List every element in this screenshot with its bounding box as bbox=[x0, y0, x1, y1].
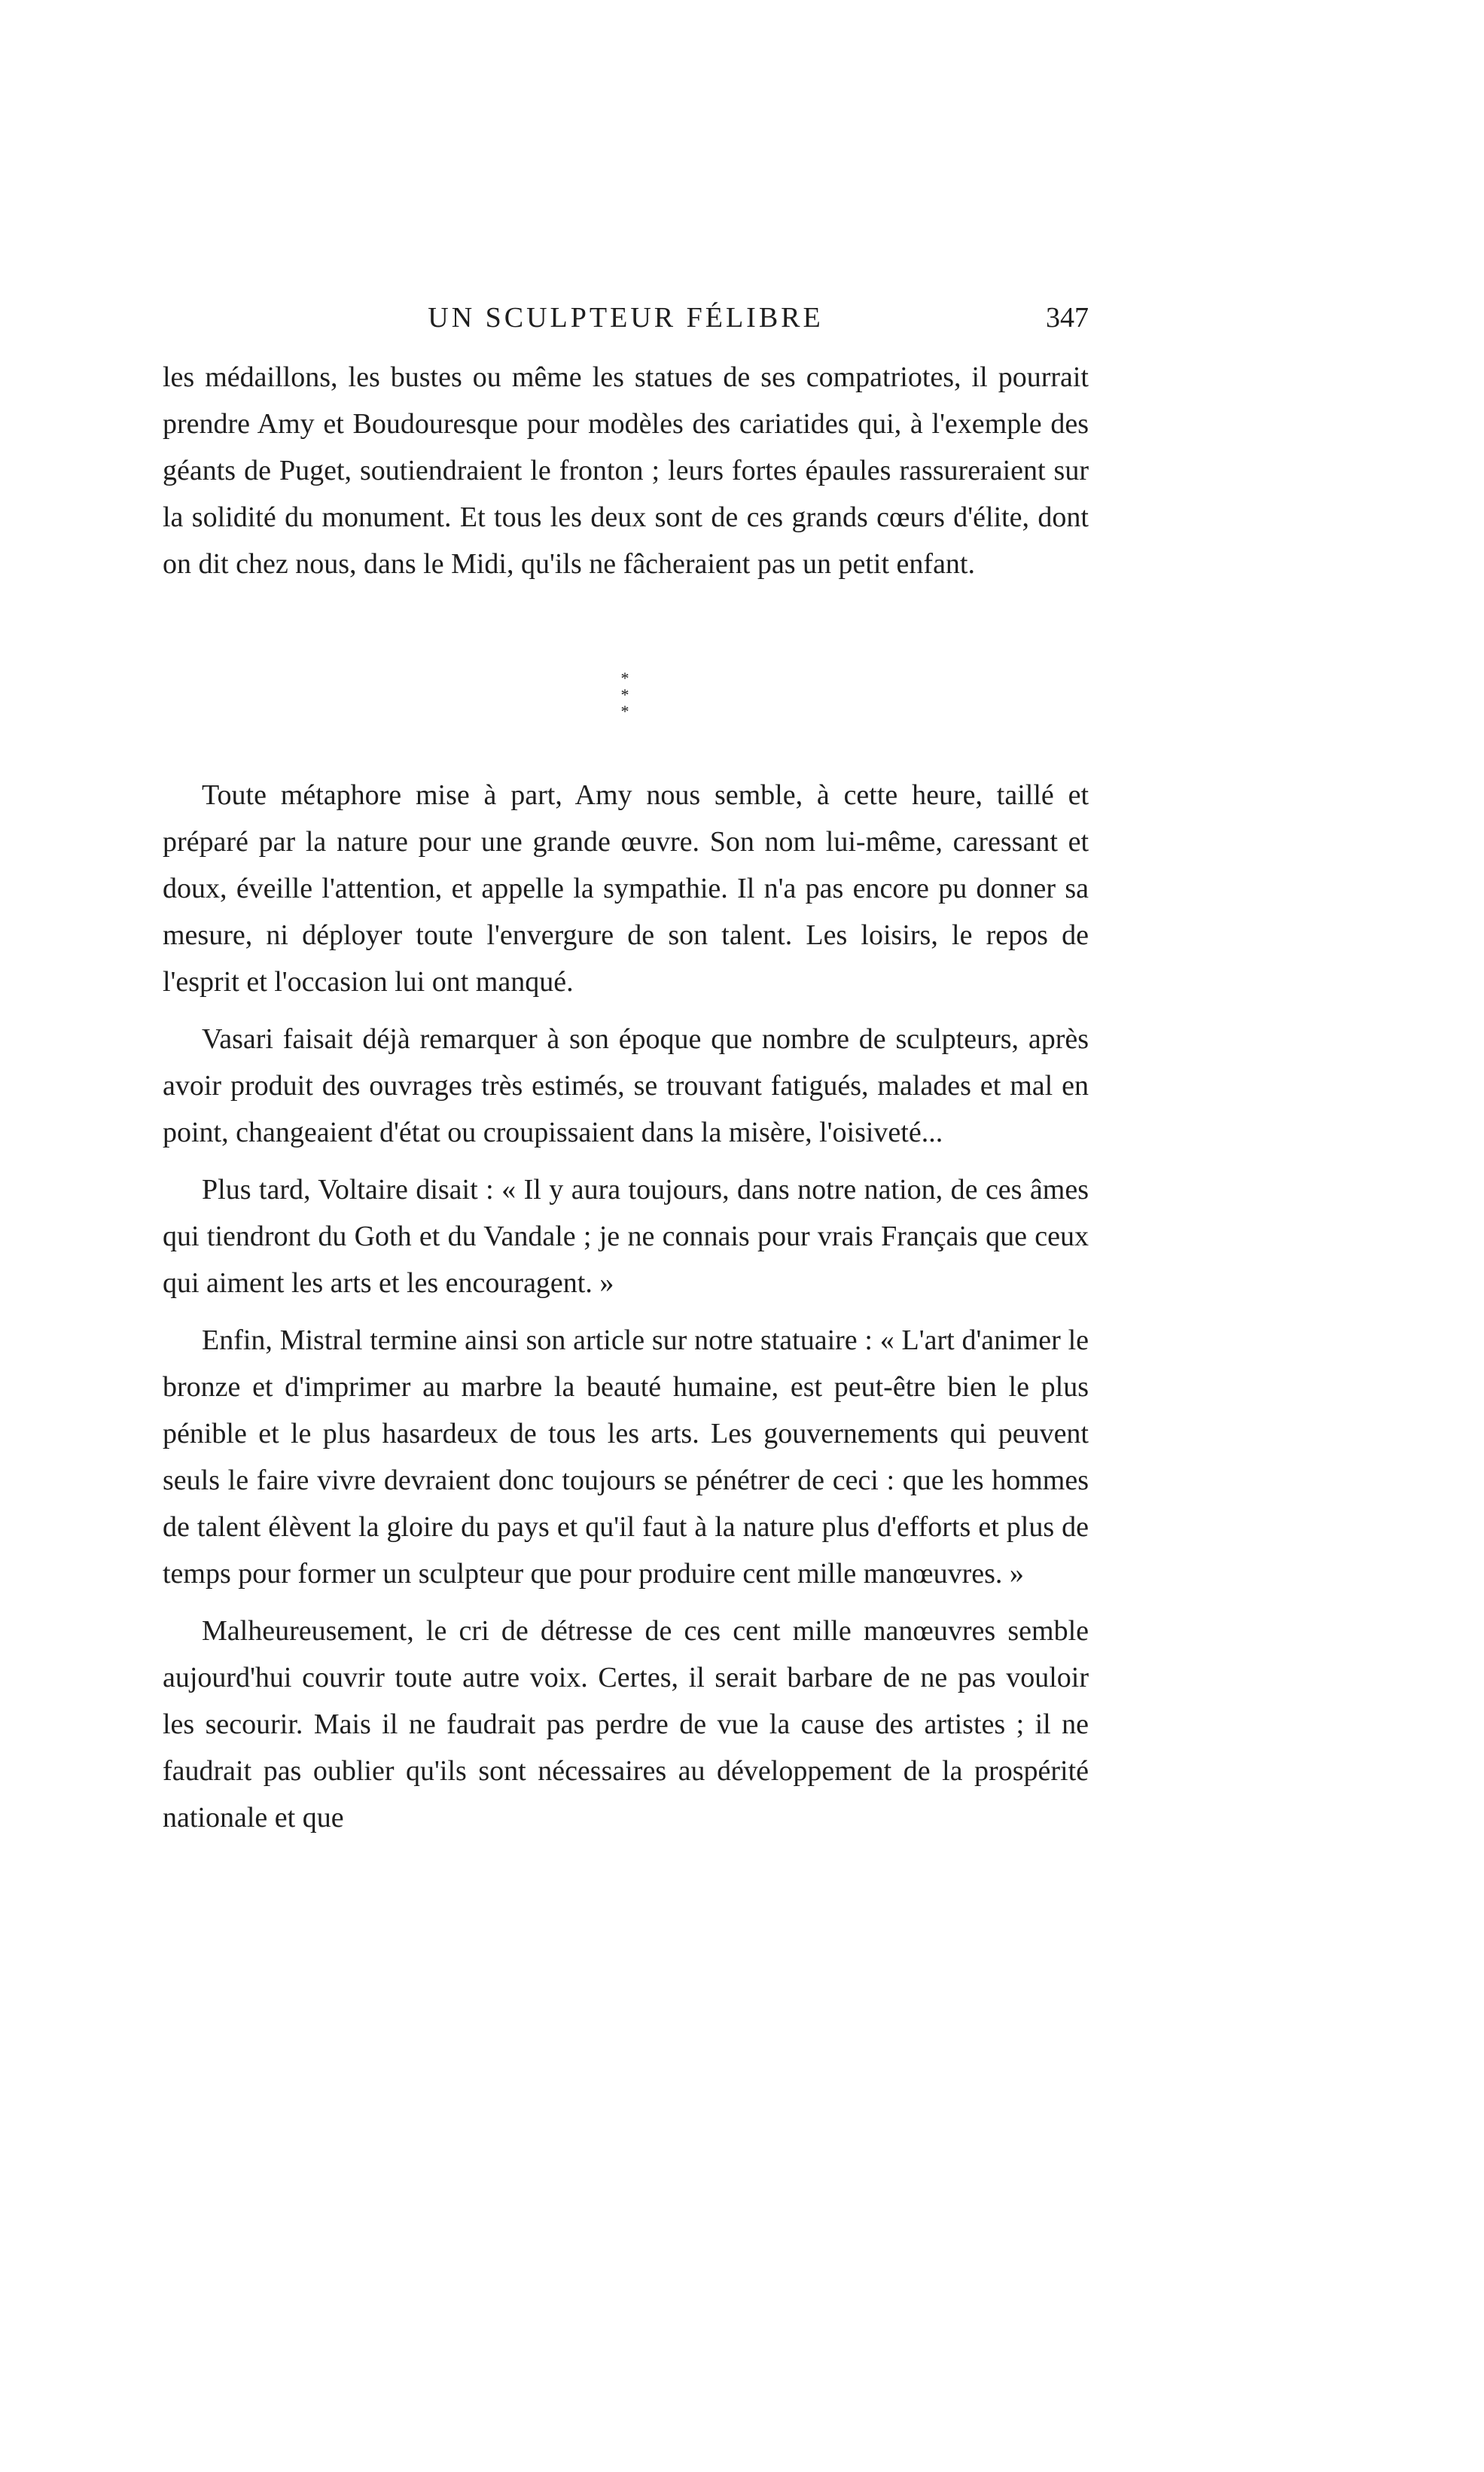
asterism-bottom: * * bbox=[620, 685, 660, 721]
asterism-separator bbox=[557, 670, 693, 723]
paragraph: Enfin, Mistral termine ainsi son article sur notre statuaire : « L'art d'animer le bronze et d'imprimer au marbre la beauté humaine, est peut-être bien le plus pénible et le plus hasardeux de tous les arts. Les gouvernements qui peuvent seuls le faire vivre devraient donc toujours se pénétrer de ceci : que les hommes de talent élèvent la gloire du pays et qu'il faut à la nature plus d'efforts et plus de temps pour former un sculpteur que pour produire cent mille manœuvres. » bbox=[163, 1324, 1089, 1590]
paragraph: Plus tard, Voltaire disait : « Il y aura toujours, dans notre nation, de ces âmes qui tiendront du Goth et du Vandale ; je ne connais pour vrais Français que ceux qui aiment les arts et les encouragent. » bbox=[163, 1174, 1089, 1299]
running-title: UN SCULPTEUR FÉLIBRE bbox=[428, 302, 824, 334]
paragraph: Vasari faisait déjà remarquer à son époque que nombre de sculpteurs, après avoir produit des ouvrages très estimés, se trouvant fatigués, malades et mal en point, changeaient d'état ou croupissaient dans la misère, l'oisiveté... bbox=[163, 1023, 1089, 1148]
text-block-before-separator bbox=[163, 354, 1089, 598]
paragraph: Malheureusement, le cri de détresse de ces cent mille manœuvres semble aujourd'hui couvrir toute autre voix. Certes, il serait barbare de ne pas vouloir les secourir. Mais il ne faudrait pas perdre de vue la cause des artistes ; il ne faudrait pas oublier qu'ils sont nécessaires au développement de la prospérité nationale et que bbox=[163, 1615, 1089, 1833]
paragraph: les médaillons, les bustes ou même les statues de ses compatriotes, il pourrait prendre Amy et Boudouresque pour modèles des cariatides qui, à l'exemple des géants de Puget, soutiendraient le fronton ; leurs fortes épaules rassureraient sur la solidité du monument. Et tous les deux sont de ces grands cœurs d'élite, dont on dit chez nous, dans le Midi, qu'ils ne fâcheraient pas un petit enfant. bbox=[163, 361, 1089, 580]
text-block-after-separator bbox=[163, 772, 1089, 1852]
paragraph: Toute métaphore mise à part, Amy nous semble, à cette heure, taillé et préparé par la nature pour une grande œuvre. Son nom lui-même, caressant et doux, éveille l'attention, et appelle la sympathie. Il n'a pas encore pu donner sa mesure, ni déployer toute l'envergure de son talent. Les loisirs, le repos de l'esprit et l'occasion lui ont manqué. bbox=[163, 779, 1089, 998]
asterism-top: * bbox=[620, 669, 629, 687]
page-number: 347 bbox=[1046, 302, 1089, 334]
page-header bbox=[163, 295, 1089, 340]
